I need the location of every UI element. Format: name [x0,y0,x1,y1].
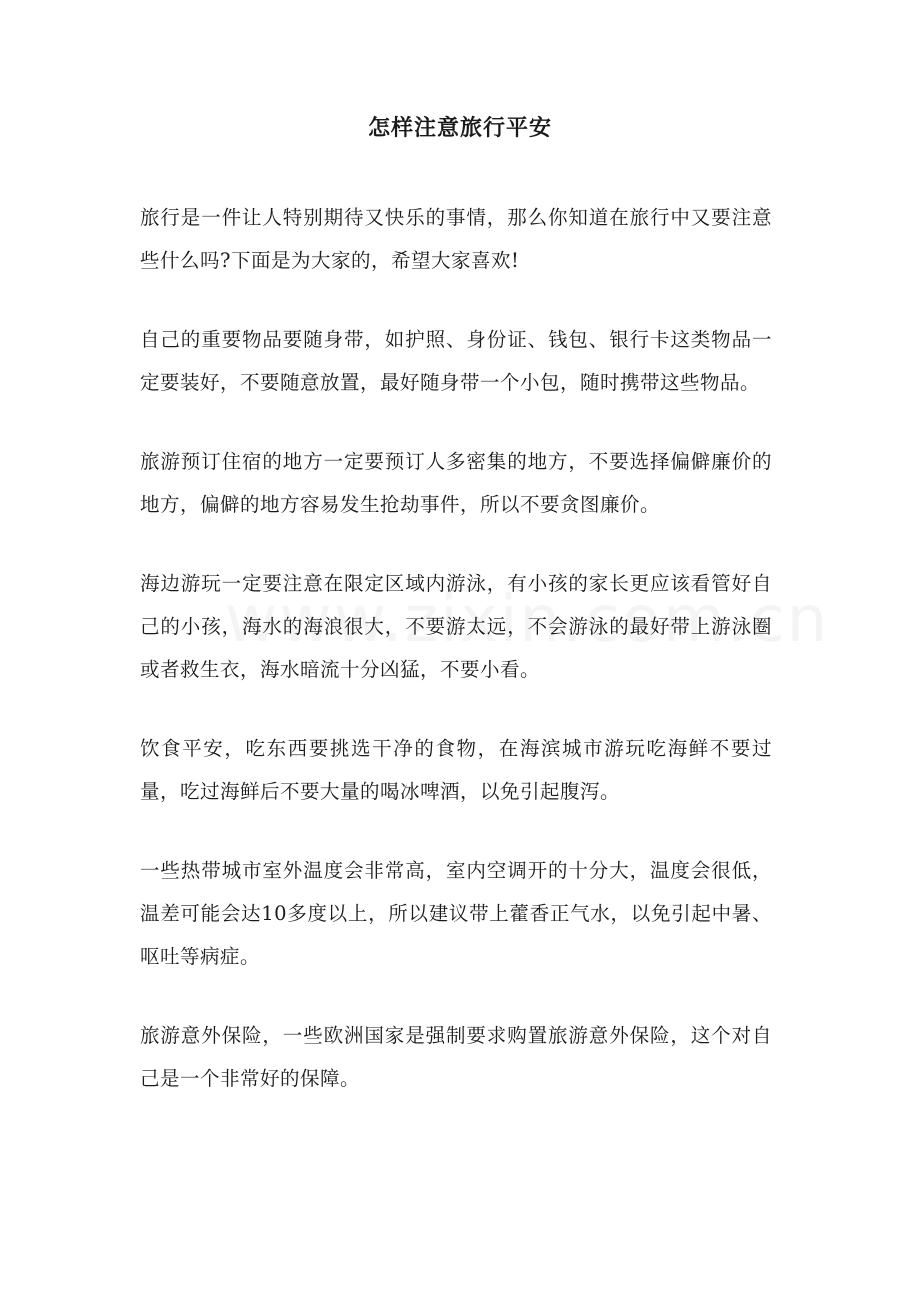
document-body [140,196,772,1136]
paragraph-insurance: 旅游意外保险，一些欧洲国家是强制要求购置旅游意外保险，这个对自己是一个非常好的保障。 [140,1024,772,1090]
document-title: 怎样注意旅行平安 [367,115,552,141]
paragraph-beach: 海边游玩一定要注意在限定区域内游泳，有小孩的家长更应该看管好自己的小孩，海水的海浪很大，不要游太远，不会游泳的最好带上游泳圈或者救生衣，海水暗流十分凶猛，不要小看。 [140,572,772,681]
paragraph-belongings: 自己的重要物品要随身带，如护照、身份证、钱包、银行卡这类物品一定要装好，不要随意放置，最好随身带一个小包，随时携带这些物品。 [140,328,772,394]
paragraph-lodging: 旅游预订住宿的地方一定要预订人多密集的地方，不要选择偏僻廉价的地方，偏僻的地方容易发生抢劫事件，所以不要贪图廉价。 [140,450,772,516]
paragraph-intro: 旅行是一件让人特别期待又快乐的事情，那么你知道在旅行中又要注意些什么吗?下面是为大家的，希望大家喜欢! [140,206,772,272]
paragraph-temperature: 一些热带城市室外温度会非常高，室内空调开的十分大，温度会很低，温差可能会达10多度以上，所以建议带上藿香正气水，以免引起中暑、呕吐等病症。 [140,859,772,968]
paragraph-food: 饮食平安，吃东西要挑选干净的食物，在海滨城市游玩吃海鲜不要过量，吃过海鲜后不要大量的喝冰啤酒，以免引起腹泻。 [140,737,772,803]
